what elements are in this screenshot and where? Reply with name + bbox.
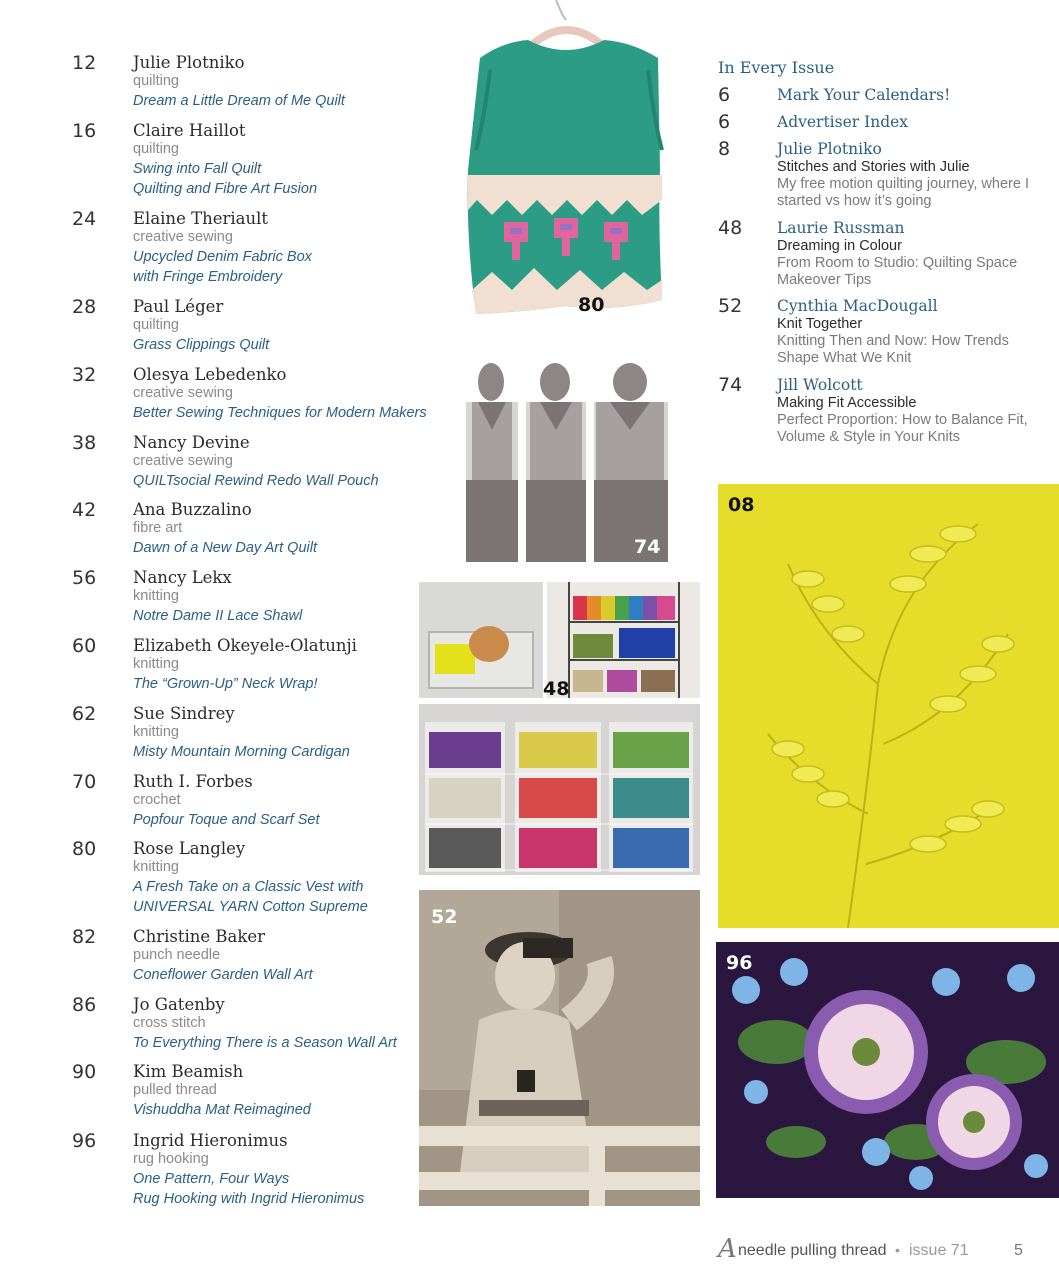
toc-category: punch needle [133, 947, 221, 963]
toc-category: quilting [133, 317, 179, 333]
toc-author-name: Ruth I. Forbes [133, 772, 253, 791]
toc-entry [0, 635, 440, 701]
toc-article-title: with Fringe Embroidery [133, 269, 283, 285]
toc-article-title: UNIVERSAL YARN Cotton Supreme [133, 899, 368, 915]
toc-page-number: 32 [72, 364, 97, 386]
toc-author-name: Nancy Lekx [133, 568, 232, 587]
toc-category: creative sewing [133, 385, 233, 401]
photo-page-number: 48 [543, 678, 570, 700]
every-issue-subtitle: Dreaming in Colour [777, 238, 902, 254]
hooked-rug-photo [716, 942, 1059, 1198]
toc-article-title: Dream a Little Dream of Me Quilt [133, 93, 345, 109]
toc-article-title: A Fresh Take on a Classic Vest with [133, 879, 364, 895]
toc-page-number: 56 [72, 567, 97, 589]
photo-page-number: 96 [726, 952, 753, 974]
issue-number: issue 71 [909, 1242, 969, 1259]
every-issue-description: Perfect Proportion: How to Balance Fit, Volume & Style in Your Knits [777, 412, 1028, 445]
toc-entry [0, 499, 440, 565]
toc-author-name: Rose Langley [133, 839, 246, 858]
toc-category: quilting [133, 73, 179, 89]
toc-page-number: 24 [72, 208, 97, 230]
toc-article-title: Misty Mountain Morning Cardigan [133, 744, 350, 760]
footer-separator: • [895, 1242, 900, 1258]
toc-category: creative sewing [133, 453, 233, 469]
every-issue-title: Jill Wolcott [777, 376, 863, 394]
every-issue-title: Julie Plotniko [777, 140, 882, 158]
toc-entry [0, 296, 440, 362]
toc-page-number: 86 [72, 994, 97, 1016]
every-issue-subtitle: Knit Together [777, 316, 863, 332]
page-number: 5 [1014, 1242, 1023, 1259]
photo-page-number: 80 [578, 294, 605, 316]
every-issue-page-number: 6 [718, 111, 731, 133]
toc-page-number: 16 [72, 120, 97, 142]
toc-category: fibre art [133, 520, 183, 536]
toc-entry [0, 1061, 440, 1127]
toc-category: knitting [133, 859, 179, 875]
toc-page-number: 82 [72, 926, 97, 948]
toc-article-title: Notre Dame II Lace Shawl [133, 608, 303, 624]
toc-article-title: Rug Hooking with Ingrid Hieronimus [133, 1191, 365, 1207]
toc-entry [0, 432, 440, 498]
toc-entry [0, 52, 440, 118]
toc-author-name: Ana Buzzalino [133, 500, 252, 519]
every-issue-page-number: 8 [718, 138, 731, 160]
toc-entry [0, 771, 440, 837]
toc-page-number: 62 [72, 703, 97, 725]
toc-author-name: Nancy Devine [133, 433, 250, 452]
toc-page-number: 90 [72, 1061, 97, 1083]
toc-category: cross stitch [133, 1015, 206, 1031]
every-issue-title: Advertiser Index [777, 113, 909, 131]
toc-entry [0, 838, 440, 915]
toc-article-title: QUILTsocial Rewind Redo Wall Pouch [133, 473, 379, 489]
toc-entry [0, 703, 440, 769]
toc-article-title: Upcycled Denim Fabric Box [133, 249, 312, 265]
every-issue-description: My free motion quilting journey, where I started vs how it’s going [777, 176, 1029, 209]
every-issue-title: Cynthia MacDougall [777, 297, 938, 315]
photo-page-number: 08 [728, 494, 755, 516]
toc-author-name: Kim Beamish [133, 1062, 244, 1081]
every-issue-description: From Room to Studio: Quilting Space Makeover Tips [777, 255, 1018, 288]
every-issue-title: Laurie Russman [777, 219, 905, 237]
toc-article-title: Vishuddha Mat Reimagined [133, 1102, 311, 1118]
toc-author-name: Jo Gatenby [133, 995, 225, 1014]
toc-author-name: Olesya Lebedenko [133, 365, 287, 384]
vest-photo [462, 0, 674, 320]
every-issue-page-number: 6 [718, 84, 731, 106]
toc-article-title: Swing into Fall Quilt [133, 161, 262, 177]
page-footer [718, 1234, 1038, 1268]
every-issue-page-number: 52 [718, 295, 743, 317]
toc-page-number: 12 [72, 52, 97, 74]
studio-shelves-photo [419, 582, 700, 875]
toc-author-name: Julie Plotniko [133, 53, 245, 72]
toc-category: creative sewing [133, 229, 233, 245]
toc-page-number: 60 [72, 635, 97, 657]
toc-author-name: Paul Léger [133, 297, 224, 316]
toc-category: pulled thread [133, 1082, 217, 1098]
every-issue-subtitle: Stitches and Stories with Julie [777, 159, 970, 175]
toc-author-name: Ingrid Hieronimus [133, 1131, 288, 1150]
body-shapes-illustration [466, 360, 668, 562]
in-every-issue [718, 58, 1038, 445]
every-issue-description: Knitting Then and Now: How Trends Shape What We Knit [777, 333, 1009, 366]
toc-author-name: Sue Sindrey [133, 704, 235, 723]
toc-category: knitting [133, 724, 179, 740]
toc-category: knitting [133, 588, 179, 604]
toc-article-title: Dawn of a New Day Art Quilt [133, 540, 317, 556]
toc-entry [0, 926, 440, 992]
feather-quilt-photo [718, 484, 1059, 928]
toc-category: knitting [133, 656, 179, 672]
toc-article-title: One Pattern, Four Ways [133, 1171, 290, 1187]
toc-article-title: Coneflower Garden Wall Art [133, 967, 313, 983]
toc-article-title: Better Sewing Techniques for Modern Makers [133, 405, 427, 421]
toc-author-name: Elaine Theriault [133, 209, 269, 228]
photo-page-number: 74 [634, 536, 661, 558]
toc-page-number: 42 [72, 499, 97, 521]
every-issue-page-number: 74 [718, 374, 743, 396]
toc-article-title: Popfour Toque and Scarf Set [133, 812, 320, 828]
toc-article-title: To Everything There is a Season Wall Art [133, 1035, 397, 1051]
toc-page-number: 70 [72, 771, 97, 793]
vintage-knitter-photo [419, 890, 700, 1206]
toc-entry [0, 994, 440, 1060]
toc-category: crochet [133, 792, 181, 808]
toc-article-title: Grass Clippings Quilt [133, 337, 270, 353]
toc-author-name: Christine Baker [133, 927, 266, 946]
toc-article-title: Quilting and Fibre Art Fusion [133, 181, 318, 197]
toc-entry [0, 120, 440, 197]
every-issue-subtitle: Making Fit Accessible [777, 395, 917, 411]
toc-entry [0, 208, 440, 285]
toc-entry [0, 1130, 440, 1207]
brand-logo-initial: A [718, 1234, 737, 1264]
in-every-issue-heading: In Every Issue [718, 58, 835, 77]
every-issue-page-number: 48 [718, 217, 743, 239]
toc-page-number: 28 [72, 296, 97, 318]
toc-author-name: Claire Haillot [133, 121, 246, 140]
toc-entry [0, 364, 440, 430]
toc-entry [0, 567, 440, 633]
magazine-name: needle pulling thread [738, 1242, 887, 1259]
toc-category: rug hooking [133, 1151, 209, 1167]
toc-page-number: 96 [72, 1130, 97, 1152]
toc-page-number: 80 [72, 838, 97, 860]
toc-article-title: The “Grown-Up” Neck Wrap! [133, 676, 318, 692]
every-issue-title: Mark Your Calendars! [777, 86, 951, 104]
toc-page-number: 38 [72, 432, 97, 454]
toc-author-name: Elizabeth Okeyele-Olatunji [133, 636, 357, 655]
toc-category: quilting [133, 141, 179, 157]
photo-page-number: 52 [431, 906, 458, 928]
